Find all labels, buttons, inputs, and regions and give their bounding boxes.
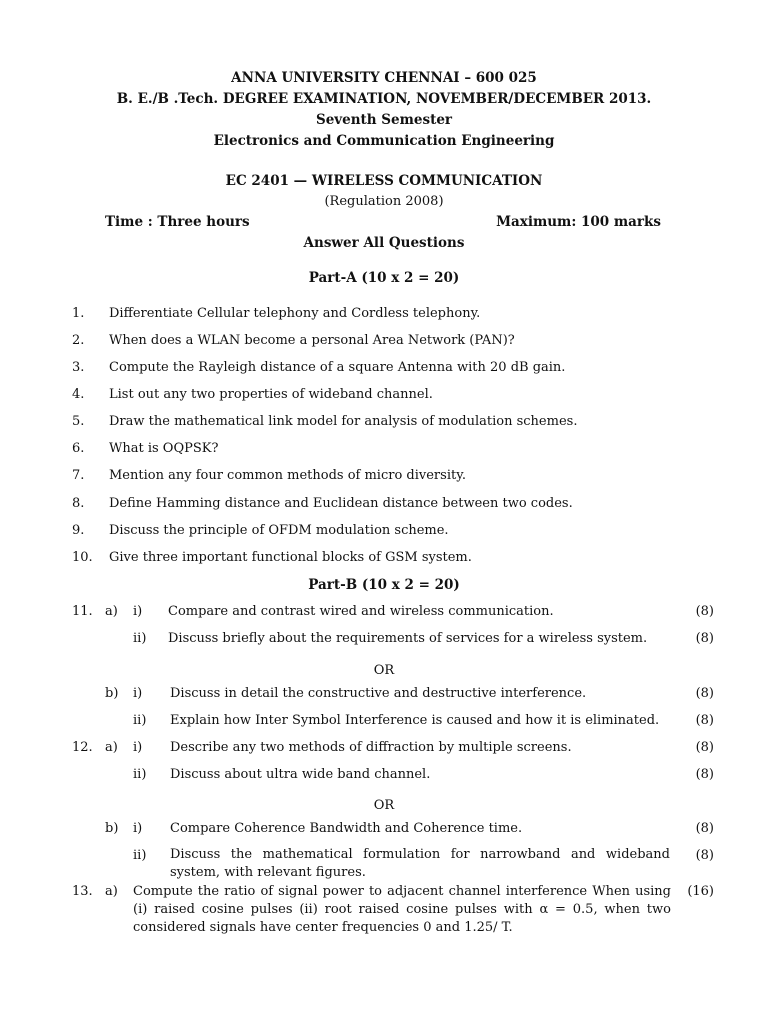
marks: (8) (695, 821, 714, 836)
marks: (8) (695, 767, 714, 782)
question-number: 9. (72, 523, 85, 538)
or-separator: OR (373, 798, 395, 813)
marks: (8) (695, 686, 714, 701)
sub-question-label: a) (105, 884, 118, 899)
sub-question-label: a) (105, 740, 118, 755)
question-number: 12. (72, 740, 93, 755)
question-number: 1. (72, 306, 85, 321)
marks: (8) (695, 848, 714, 863)
max-marks: Maximum: 100 marks (496, 214, 661, 230)
part-label: ii) (133, 848, 147, 863)
question-text: Draw the mathematical link model for analysis of modulation schemes. (109, 414, 578, 429)
sub-question-label: b) (105, 686, 119, 701)
instruction: Answer All Questions (303, 235, 465, 251)
marks: (16) (687, 884, 714, 899)
university-title: ANNA UNIVERSITY CHENNAI – 600 025 (231, 70, 537, 86)
marks: (8) (695, 604, 714, 619)
regulation: (Regulation 2008) (324, 194, 444, 209)
question-text: What is OQPSK? (109, 441, 219, 456)
question-text: Explain how Inter Symbol Interference is caused and how it is eliminated. (170, 713, 660, 728)
question-text: Compute the Rayleigh distance of a square Antenna with 20 dB gain. (109, 360, 566, 375)
part-label: i) (133, 604, 143, 619)
question-text: Define Hamming distance and Euclidean distance between two codes. (109, 496, 573, 511)
part-a-title: Part-A (10 x 2 = 20) (308, 270, 460, 286)
part-label: i) (133, 821, 143, 836)
marks: (8) (695, 713, 714, 728)
question-text: When does a WLAN become a personal Area Network (PAN)? (109, 333, 515, 348)
question-number: 7. (72, 468, 85, 483)
question-text: Discuss the principle of OFDM modulation scheme. (109, 523, 449, 538)
sub-question-label: b) (105, 821, 119, 836)
question-number: 8. (72, 496, 85, 511)
part-label: ii) (133, 713, 147, 728)
or-separator: OR (373, 663, 395, 678)
question-text: Compute the ratio of signal power to adjacent channel interference When using (i) raised cosine pulses (ii) root raised cosine pulses with α = 0.5, when two considered signals have center frequencies 0 and 1.25/ T. (133, 884, 671, 935)
course-title: EC 2401 — WIRELESS COMMUNICATION (225, 173, 543, 189)
part-label: ii) (133, 767, 147, 782)
question-number: 10. (72, 550, 93, 565)
question-text: Discuss about ultra wide band channel. (170, 767, 431, 782)
sub-question-label: a) (105, 604, 118, 619)
question-number: 4. (72, 387, 85, 402)
question-number: 6. (72, 441, 85, 456)
question-text: Discuss the mathematical formulation for narrowband and wideband system, with relevant figures. (170, 847, 670, 880)
semester: Seventh Semester (315, 112, 453, 128)
marks: (8) (695, 740, 714, 755)
question-text: Discuss briefly about the requirements of services for a wireless system. (168, 631, 648, 646)
question-text: Compare and contrast wired and wireless communication. (168, 604, 554, 619)
department: Electronics and Communication Engineering (213, 133, 555, 149)
question-number: 11. (72, 604, 93, 619)
part-label: i) (133, 740, 143, 755)
part-b-title: Part-B (10 x 2 = 20) (308, 577, 460, 593)
question-text: Give three important functional blocks of GSM system. (109, 550, 472, 565)
question-number: 13. (72, 884, 93, 899)
exam-title: B. E./B .Tech. DEGREE EXAMINATION, NOVEMBER/DECEMBER 2013. (116, 91, 652, 107)
part-label: i) (133, 686, 143, 701)
question-number: 5. (72, 414, 85, 429)
question-text: Describe any two methods of diffraction by multiple screens. (170, 740, 572, 755)
question-number: 2. (72, 333, 85, 348)
question-number: 3. (72, 360, 85, 375)
question-text: List out any two properties of wideband channel. (109, 387, 433, 402)
exam-time: Time : Three hours (105, 214, 250, 230)
marks: (8) (695, 631, 714, 646)
question-text: Mention any four common methods of micro diversity. (109, 468, 466, 483)
question-text: Differentiate Cellular telephony and Cordless telephony. (109, 306, 481, 321)
question-text: Discuss in detail the constructive and destructive interference. (170, 686, 587, 701)
part-label: ii) (133, 631, 147, 646)
question-text: Compare Coherence Bandwidth and Coherence time. (170, 821, 523, 836)
